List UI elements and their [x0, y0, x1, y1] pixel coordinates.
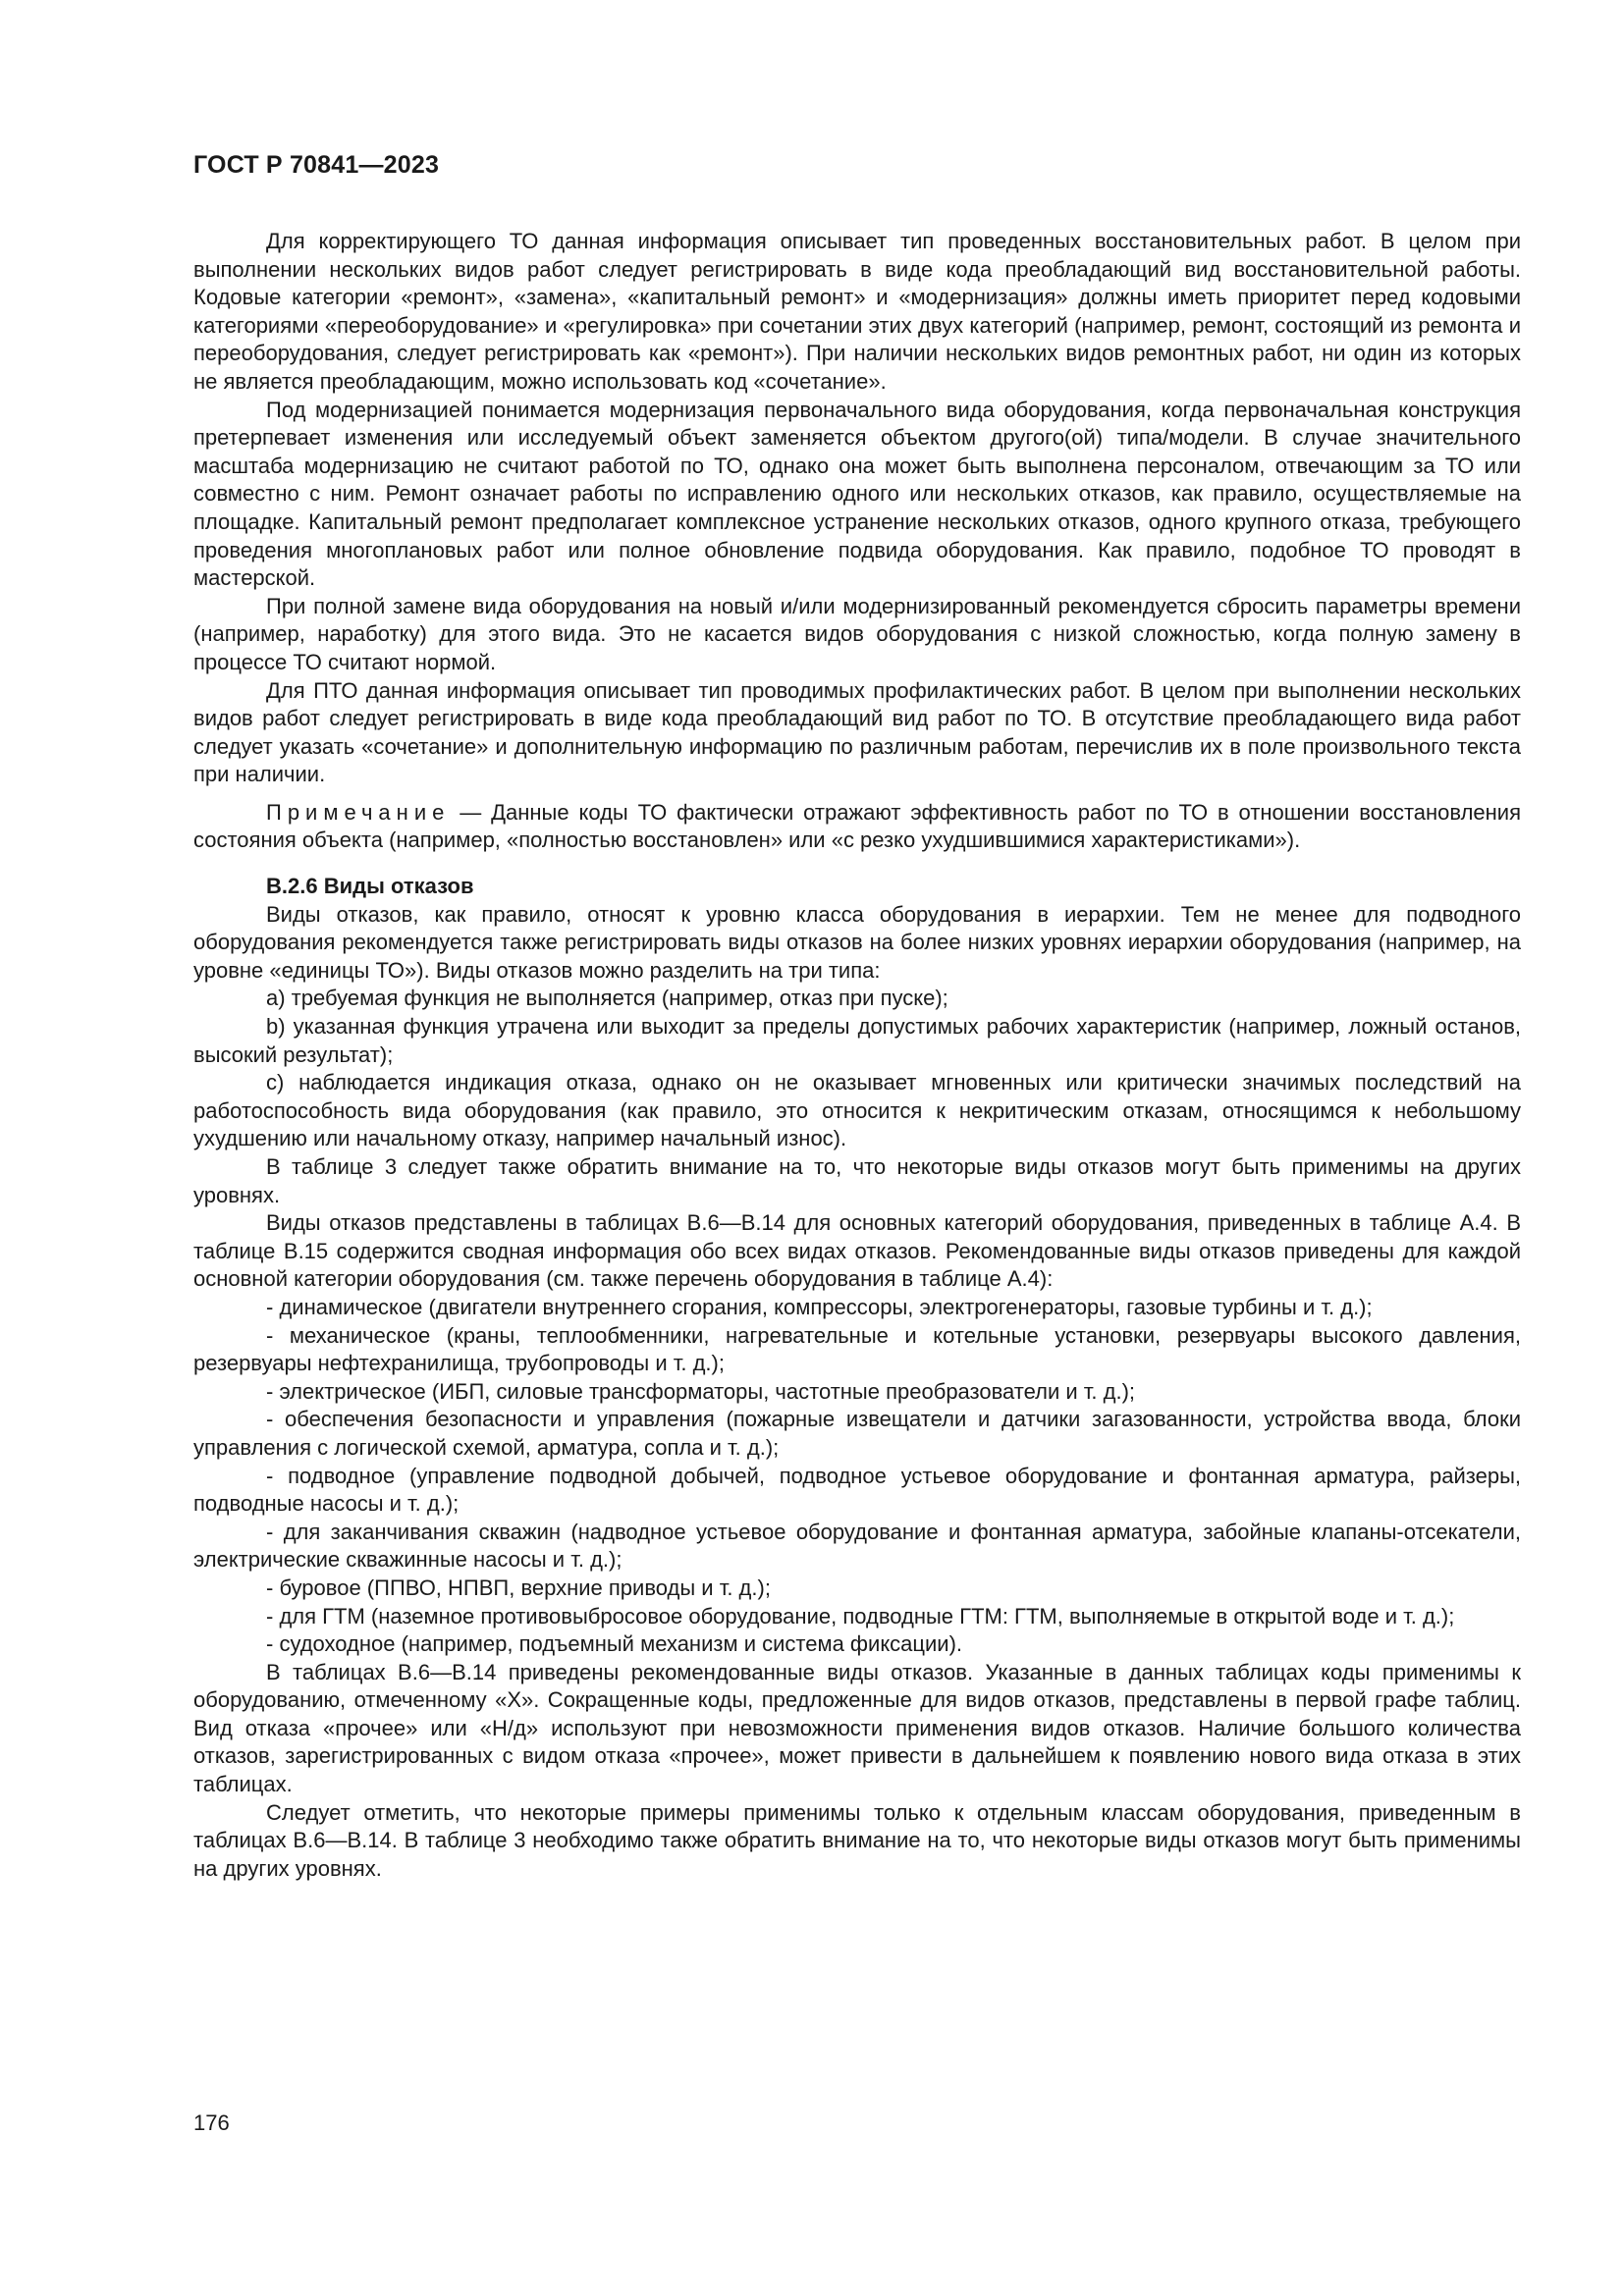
paragraph: Следует отметить, что некоторые примеры применимы только к отдельным классам оборудования, приведенным в таблицах В.6—В.14. В таблице 3 необходимо также обратить внимание на то, что некоторые виды отказов могут быть применимы на других уровнях. — [193, 1799, 1521, 1881]
list-item: c) наблюдается индикация отказа, однако он не оказывает мгновенных или критически значимых последствий на работоспособность вида оборудования (как правило, это относится к некритическим отказам, относящимся к небольшому ухудшению или начальному отказу, например начальный износ). — [193, 1070, 1521, 1151]
list-item: - подводное (управление подводной добычей, подводное устьевое оборудование и фонтанная арматура, райзеры, подводные насосы и т. д.); — [193, 1463, 1521, 1517]
paragraph: Виды отказов, как правило, относят к уровню класса оборудования в иерархии. Тем не менее для подводного оборудования рекомендуется также регистрировать виды отказов на более низких уровнях иерархии оборудования (например, на уровне «единицы ТО»). Виды отказов можно разделить на три типа: — [193, 901, 1521, 983]
paragraph: В таблице 3 следует также обратить внимание на то, что некоторые виды отказов могут быть применимы на других уровнях. — [193, 1154, 1521, 1207]
list-item: b) указанная функция утрачена или выходит за пределы допустимых рабочих характеристик (например, ложный останов, высокий результат); — [193, 1014, 1521, 1067]
list-item: - динамическое (двигатели внутреннего сгорания, компрессоры, электрогенераторы, газовые турбины и т. д.); — [266, 1294, 1373, 1319]
document-body — [193, 228, 1521, 1883]
list-item: - для заканчивания скважин (надводное устьевое оборудование и фонтанная арматура, забойные клапаны-отсекатели, электрические скважинные насосы и т. д.); — [193, 1519, 1521, 1573]
paragraph: При полной замене вида оборудования на новый и/или модернизированный рекомендуется сбросить параметры времени (например, наработку) для этого вида. Это не касается видов оборудования с низкой сложностью, когда полную замену в процессе ТО считают нормой. — [193, 593, 1521, 674]
section-title: В.2.6 Виды отказов — [266, 874, 474, 899]
list-item: - механическое (краны, теплообменники, нагревательные и котельные установки, резервуары высокого давления, резервуары нефтехранилища, трубопроводы и т. д.); — [193, 1322, 1521, 1376]
list-item: - буровое (ППВО, НПВП, верхние приводы и т. д.); — [266, 1575, 771, 1600]
page-number: 176 — [193, 2110, 230, 2135]
paragraph: Для корректирующего ТО данная информация описывает тип проведенных восстановительных работ. В целом при выполнении нескольких видов работ следует регистрировать в виде кода преобладающий вид восстановительной работы. Кодовые категории «ремонт», «замена», «капитальный ремонт» и «модернизация» должны иметь приоритет перед кодовыми категориями «переоборудование» и «регулировка» при сочетании этих двух категорий (например, ремонт, состоящий из ремонта и переоборудования, следует регистрировать как «ремонт»). При наличии нескольких видов ремонтных работ, ни один из которых не является преобладающим, можно использовать код «сочетание». — [193, 229, 1521, 394]
list-item: - обеспечения безопасности и управления (пожарные извещатели и датчики загазованности, устройства ввода, блоки управления с логической схемой, арматура, сопла и т. д.); — [193, 1407, 1521, 1460]
paragraph: Для ПТО данная информация описывает тип проводимых профилактических работ. В целом при выполнении нескольких видов работ следует регистрировать в виде кода преобладающий вид работ по ТО. В отсутствие преобладающего вида работ следует указать «сочетание» и дополнительную информацию по различным работам, перечислив их в поле произвольного текста при наличии. — [193, 677, 1521, 787]
paragraph: В таблицах В.6—В.14 приведены рекомендованные виды отказов. Указанные в данных таблицах коды применимы к оборудованию, отмеченному «X». Сокращенные коды, предложенные для видов отказов, представлены в первой графе таблиц. Вид отказа «прочее» или «Н/д» используют при невозможности применения видов отказов. Наличие большого количества отказов, зарегистрированных с видом отказа «прочее», может привести в дальнейшем к появлению нового вида отказа в этих таблицах. — [193, 1659, 1521, 1797]
note-label: Примечание — [266, 799, 451, 825]
paragraph: Виды отказов представлены в таблицах В.6—В.14 для основных категорий оборудования, приведенных в таблице А.4. В таблице В.15 содержится сводная информация обо всех видах отказов. Рекомендованные виды отказов приведены для каждой основной категории оборудования (см. также перечень оборудования в таблице А.4): — [193, 1210, 1521, 1292]
list-item: - судоходное (например, подъемный механизм и система фиксации). — [266, 1631, 963, 1657]
document-header: ГОСТ Р 70841—2023 — [193, 151, 440, 179]
note — [193, 799, 1521, 855]
paragraph: Под модернизацией понимается модернизация первоначального вида оборудования, когда первоначальная конструкция претерпевает изменения или исследуемый объект заменяется объектом другого(ой) типа/модели. В случае значительного масштаба модернизацию не считают работой по ТО, однако она может быть выполнена персоналом, отвечающим за ТО или совместно с ним. Ремонт означает работы по исправлению одного или нескольких отказов, как правило, осуществляемые на площадке. Капитальный ремонт предполагает комплексное устранение нескольких отказов, одного крупного отказа, требующего проведения многоплановых работ или полное обновление подвида оборудования. Как правило, подобное ТО проводят в мастерской. — [193, 397, 1521, 591]
list-item: - для ГТМ (наземное противовыбросовое оборудование, подводные ГТМ: ГТМ, выполняемые в открытой воде и т. д.); — [266, 1603, 1455, 1629]
list-item: a) требуемая функция не выполняется (например, отказ при пуске); — [266, 986, 948, 1011]
note-text: — Данные коды ТО фактически отражают эффективность работ по ТО в отношении восстановления состояния объекта (например, «полностью восстановлен» или «с резко ухудшившимися характеристиками»). — [193, 799, 1521, 853]
list-item: - электрическое (ИБП, силовые трансформаторы, частотные преобразователи и т. д.); — [266, 1378, 1136, 1404]
